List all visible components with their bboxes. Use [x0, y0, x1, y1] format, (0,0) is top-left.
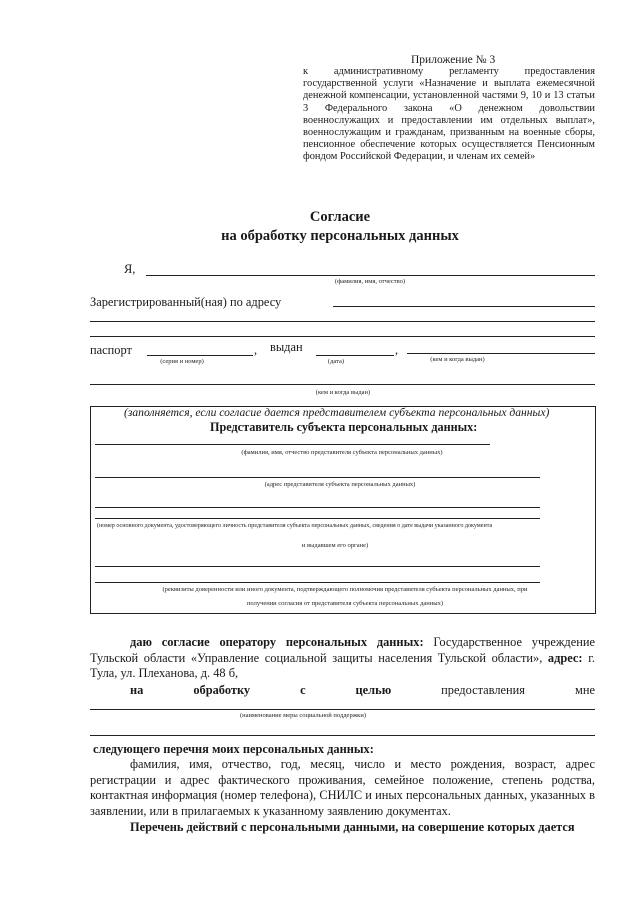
measure-caption: (наименование меры социальной поддержки): [240, 712, 366, 719]
issuer-field-1[interactable]: [407, 353, 595, 354]
representative-note: (заполняется, если согласие дается представителем субъекта персональных данных): [124, 406, 550, 419]
rep-doc-field-1[interactable]: [95, 507, 540, 508]
passport-number-field[interactable]: [147, 355, 253, 356]
rep-fio-field[interactable]: [95, 444, 490, 445]
operator-address: г. Тула, ул. Плеханова, д. 48 б,: [90, 650, 595, 680]
rep-doc-caption-1: (номер основного документа, удостоверяющего личность представителя субъекта персональных данных, сведения о дате выдачи указанного документа: [97, 523, 493, 529]
registered-label: Зарегистрированный(ная) по адресу: [90, 295, 282, 309]
issuer-caption-2: (кем и когда выдан): [315, 389, 371, 396]
rep-power-caption-1: (реквизиты доверенности или иного документа, подтверждающего полномочия представителя субъекта персональных данных, при: [162, 586, 528, 593]
series-caption: (серия и номер): [160, 358, 204, 365]
purpose-word-6: мне: [574, 683, 595, 697]
issuer-field-2[interactable]: [90, 384, 595, 385]
representative-heading: Представитель субъекта персональных данных:: [210, 420, 478, 434]
fio-field[interactable]: [146, 275, 595, 276]
document-title: Согласие: [309, 209, 371, 225]
fio-caption: (фамилия, имя, отчество): [334, 278, 406, 285]
comma-1: ,: [254, 343, 258, 357]
rep-address-field[interactable]: [95, 477, 540, 478]
consent-paragraph: [90, 635, 595, 682]
rep-power-caption-2: получении согласия от представителя субъекта персональных данных): [246, 600, 444, 607]
address-field-3[interactable]: [90, 336, 595, 337]
rep-fio-caption: (фамилия, имя, отчество представителя субъекта персональных данных): [241, 449, 443, 456]
purpose-word-5: предоставления: [441, 683, 526, 697]
document-subtitle: на обработку персональных данных: [221, 228, 459, 244]
operator-name: Государственное учреждение Тульской области «Управление социальной защиты населения Тульской области»,: [90, 635, 596, 665]
consent-lead: даю согласие оператору персональных данных:: [130, 635, 424, 649]
rep-doc-field-2[interactable]: [95, 518, 540, 519]
list-text: фамилия, имя, отчество, год, месяц, число и место рождения, возраст, адрес регистрации и адрес фактического проживания, семейное положение, степень родства, контактная информация (номер телефона), СНИЛС и иных персональных данных, указанных в заявлении, или в прилагаемых к указанному заявлению документах.: [90, 757, 595, 818]
rep-doc-caption-2: и выдавшем его органе): [301, 542, 369, 549]
actions-heading: Перечень действий с персональными данными, на совершение которых дается: [130, 820, 575, 834]
rep-power-field-2[interactable]: [95, 582, 540, 583]
address-field-2[interactable]: [90, 321, 595, 322]
passport-label: паспорт: [90, 343, 132, 357]
address-field-1[interactable]: [333, 306, 595, 307]
purpose-word-4: целью: [355, 683, 392, 697]
i-label: Я,: [124, 262, 136, 276]
measure-field-2[interactable]: [90, 735, 595, 736]
annex-title: Приложение № 3: [411, 54, 496, 66]
list-heading: следующего перечня моих персональных данных:: [93, 742, 374, 756]
annex-text: к административному регламенту предоставления государственной услуги «Назначение и выплата ежемесячной денежной компенсации, установленной частями 9, 10 и 13 статьи 3 Федерального закона «О денежном довольствии военнослужащих и предоставлении им отдельных выплат», военнослужащим и гражданам, призванным на военные сборы, пенсионное обеспечение которых осуществляется Пенсионным фондом Российской Федерации, и членам их семей»: [303, 66, 595, 163]
address-label: адрес:: [542, 650, 583, 665]
measure-field[interactable]: [90, 709, 595, 710]
issued-label: выдан: [270, 340, 303, 354]
purpose-word-1: на: [130, 683, 144, 697]
rep-address-caption: (адрес представителя субъекта персональных данных): [264, 481, 416, 488]
issue-date-field[interactable]: [316, 355, 394, 356]
purpose-line: [90, 683, 595, 699]
date-caption: (дата): [327, 358, 345, 365]
issuer-caption-1: (кем и когда выдан): [430, 356, 485, 363]
rep-power-field-1[interactable]: [95, 566, 540, 567]
purpose-word-3: с: [300, 683, 306, 697]
comma-2: ,: [395, 343, 399, 357]
purpose-word-2: обработку: [193, 683, 251, 697]
